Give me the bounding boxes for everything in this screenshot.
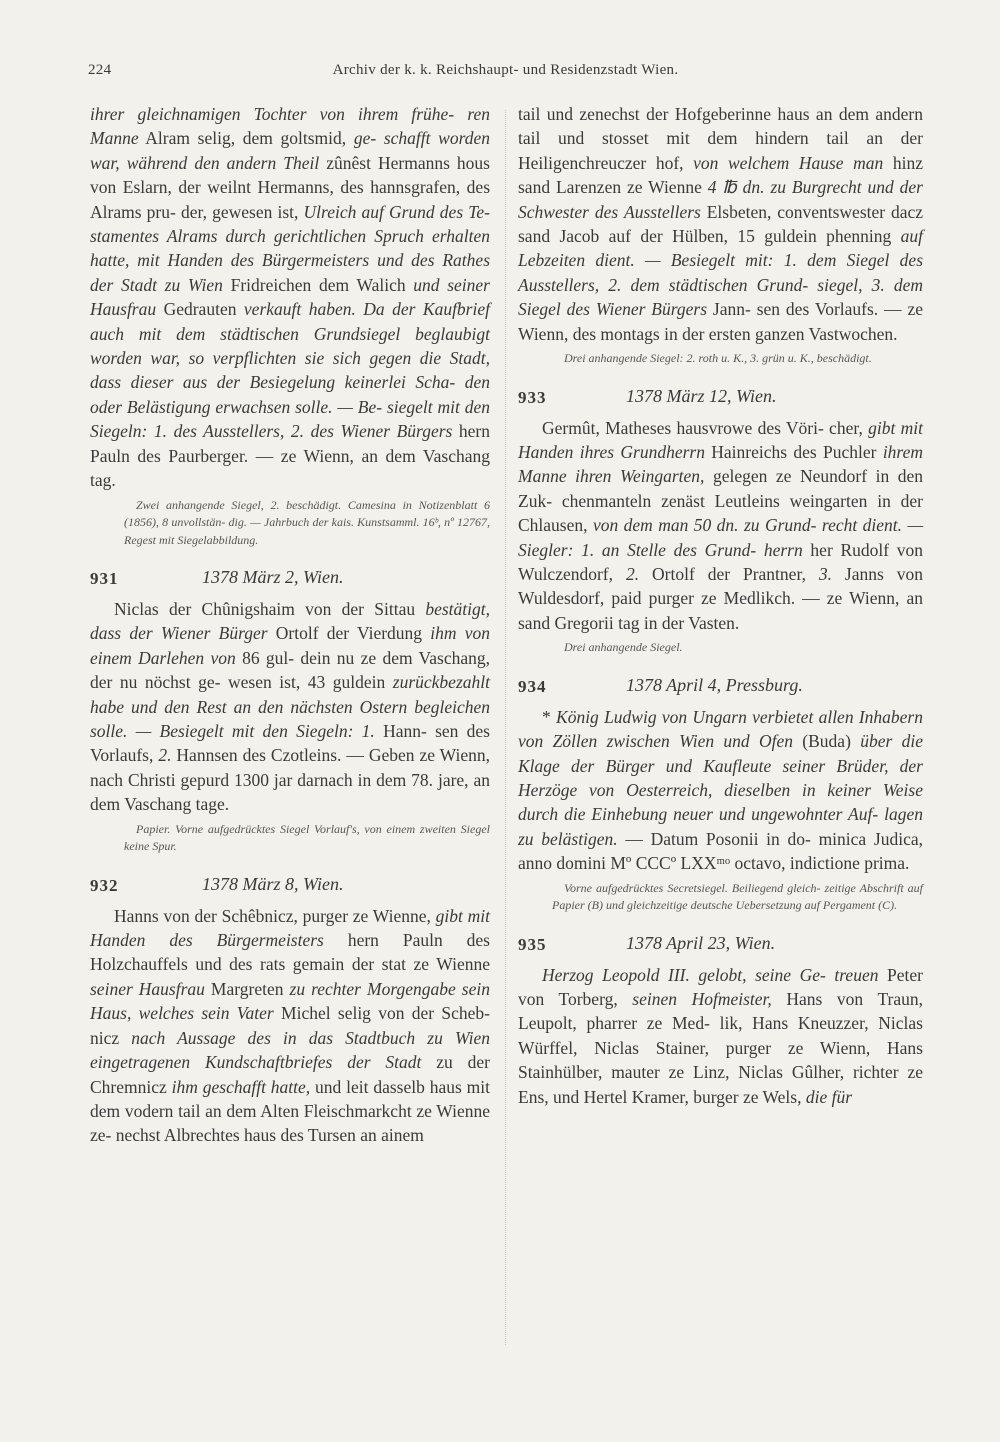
entry-text: Herzog Leopold III. gelobt, seine Ge- treuen Peter von Torberg, seinen Hofmeister, Hans von Traun, Leupolt, pharrer ze Med- lik, Hans Kneuzzer, Niclas Würffel, Niclas Stainer, purger ze Wienn, Hans Stainhülber, mauter ze Linz, Niclas Gûlher, richter ze Ens, und Hertel Kramer, burger ze Wels, die für	[518, 964, 923, 1107]
entry-933	[518, 384, 923, 657]
entry-number: 931	[90, 569, 119, 588]
entry-text: Hanns von der Schêbnicz, purger ze Wienne, gibt mit Handen des Bürgermeisters hern Pauln des Holzchauffels und des rats gemain der stat ze Wienne seiner Hausfrau Margreten zu rechter Morgengabe sein Haus, welches sein Vater Michel selig von der Scheb- nicz nach Aussage des in das Stadtbuch zu Wien eingetragenen Kundschaftbriefes der Stadt zu der Chremnicz ihm geschafft hatte, und leit dasselb haus mit dem vodern tail an dem Alten Fleischmarkcht ze Wienne ze- nechst Albrechtes haus des Tursen an ainem	[90, 905, 491, 1146]
entry-number: 933	[518, 387, 547, 407]
entry-note: Drei anhangende Siegel.	[564, 640, 683, 655]
entry-header	[90, 565, 490, 593]
column-divider	[505, 110, 507, 1345]
continued-entry-note: Zwei anhangende Siegel, 2. beschädigt. Camesina in Notizenblatt 6 (1856), 8 unvollstän- dig. — Jahrbuch der kais. Kunstsamml. 16ᵇ, nº 12767, Regest mit Siegelabbildung.	[124, 497, 490, 547]
entry-date: 1378 April 23, Wien.	[626, 932, 776, 953]
page-number: 224	[88, 62, 112, 78]
entry-date: 1378 März 2, Wien.	[202, 567, 344, 587]
entry-text: Germût, Matheses hausvrowe des Vöri- cher, gibt mit Handen ihres Grundherrn Hainreichs des Puchler ihrem Manne ihren Weingarten, gelegen ze Neundorf in den Zuk- chenmanteln zenäst Leutleins weingarten in der Chlausen, von dem man 50 dn. zu Grund- recht dient. — Siegler: 1. an Stelle des Grund- herrn her Rudolf von Wulczendorf, 2. Ortolf der Prantner, 3. Janns von Wuldesdorf, paid purger ze Medlikch. — ze Wienn, an sand Gregorii tag in der Vasten.	[518, 417, 924, 633]
entry-date: 1378 März 12, Wien.	[626, 385, 777, 406]
entry-header	[518, 384, 923, 412]
entry-date: 1378 März 8, Wien.	[202, 873, 344, 894]
running-head	[88, 62, 923, 86]
entry-931	[90, 565, 490, 856]
entry-date: 1378 April 4, Pressburg.	[626, 674, 803, 695]
entry-932	[90, 872, 490, 1148]
entry-header	[90, 872, 490, 900]
running-title: Archiv der k. k. Reichshaupt- und Residenzstadt Wien.	[332, 62, 679, 78]
entry-header	[518, 931, 923, 959]
left-column	[90, 102, 490, 1148]
entry-number: 935	[518, 934, 547, 954]
continued-entry-note: Drei anhangende Siegel: 2. roth u. K., 3. grün u. K., beschädigt.	[564, 351, 872, 366]
entry-note: Papier. Vorne aufgedrücktes Siegel Vorlauf's, von einem zweiten Siegel keine Spur.	[124, 821, 490, 854]
entry-934	[518, 673, 923, 915]
right-column	[518, 102, 923, 1109]
entry-text: Niclas der Chûnigshaim von der Sittau bestätigt, dass der Wiener Bürger Ortolf der Vierdung ihm von einem Darlehen von 86 gul- dein nu ze dem Vaschang, der nu nöchst ge- wesen ist, 43 guldein zurückbezahlt habe und den Rest an den nächsten Ostern begleichen solle. — Besiegelt mit den Siegeln: 1. Hann- sen des Vorlaufs, 2. Hannsen des Czotleins. — Geben ze Wienn, nach Christi gepurd 1300 jar darnach in dem 78. jare, an dem Vaschang tage.	[90, 599, 490, 815]
entry-number: 934	[518, 676, 547, 696]
entry-935	[518, 931, 923, 1109]
entry-number: 932	[90, 875, 119, 895]
continued-entry-text: ihrer gleichnamigen Tochter von ihrem frühe- ren Manne Alram selig, dem goltsmid, ge- schafft worden war, während den andern Theil zûnêst Hermanns hous von Eslarn, der weilnt Hermanns, des hannsgrafen, des Alrams pru- der, gewesen ist, Ulreich auf Grund des Te- stamentes Alrams durch gerichtlichen Spruch erhalten hatte, mit Handen des Bürgermeisters und des Rathes der Stadt zu Wien Fridreichen dem Walich und seiner Hausfrau Gedrauten verkauft haben. Da der Kaufbrief auch mit dem städtischen Grundsiegel beglaubigt worden war, so verpflichten sie sich gegen die Stadt, dass dieser aus der Besiegelung keinerlei Scha- den oder Belästigung erwachsen solle. — Be- siegelt mit den Siegeln: 1. des Ausstellers, 2. des Wiener Bürgers hern Pauln des Paurberger. — ze Wienn, an dem Vaschang tag.	[90, 104, 491, 491]
entry-header	[518, 673, 923, 701]
entry-text: * König Ludwig von Ungarn verbietet allen Inhabern von Zöllen zwischen Wien und Ofen (Buda) über die Klage der Bürger und Kaufleute seiner Brüder, der Herzöge von Oesterreich, dieselben in keiner Weise durch die Einhebung neuer und ungewohnter Auf- lagen zu belästigen. — Datum Posonii in do- minica Judica, anno domini Mº CCCº LXXᵐᵒ octavo, indictione prima.	[518, 706, 923, 874]
entry-note: Vorne aufgedrücktes Secretsiegel. Beiliegend gleich- zeitige Abschrift auf Papier (B) und gleichzeitige deutsche Uebersetzung auf Pergament (C).	[552, 880, 923, 913]
continued-entry-text: tail und zenechst der Hofgeberinne haus an dem andern tail und stosset mit dem hindern tail an der Heiligenchreuczer hof, von welchem Hause man hinz sand Larenzen ze Wienne 4 ℔ dn. zu Burgrecht und der Schwester des Ausstellers Elsbeten, conventswester dacz sand Jacob auf der Hülben, 15 guldein phenning auf Lebzeiten dient. — Besiegelt mit: 1. dem Siegel des Ausstellers, 2. dem städtischen Grund- siegel, 3. dem Siegel des Wiener Bürgers Jann- sen des Vorlaufs. — ze Wienn, des montags in der ersten ganzen Vastwochen.	[518, 104, 923, 344]
